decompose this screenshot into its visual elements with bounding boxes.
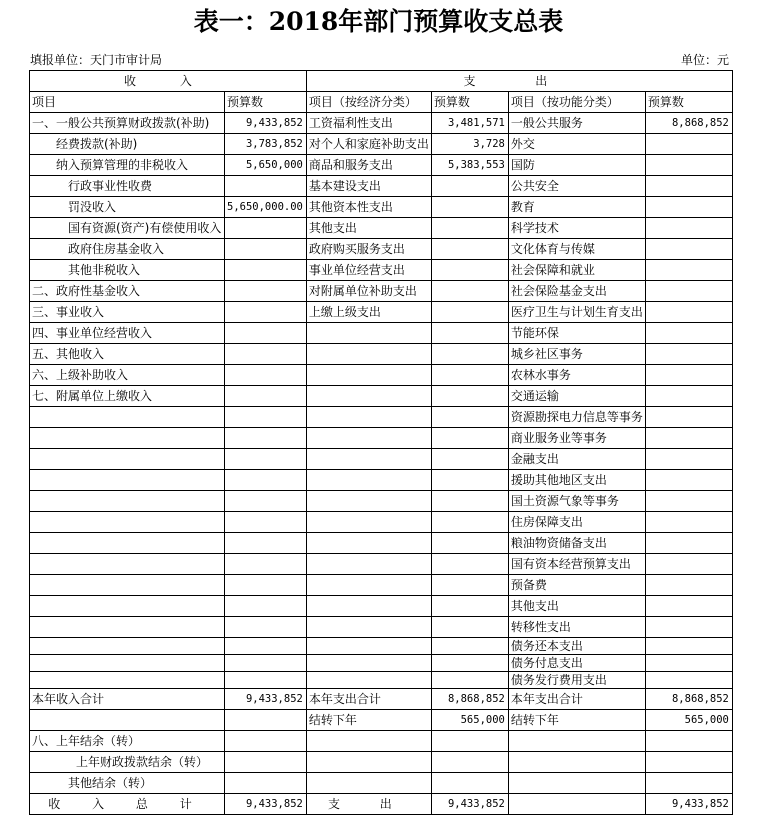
econ-value: [431, 281, 508, 302]
income-value: [225, 596, 307, 617]
func-value: [645, 491, 732, 512]
econ-value: [431, 554, 508, 575]
income-item: [30, 554, 225, 575]
econ-value: 3,481,571: [431, 113, 508, 134]
econ-value: [431, 302, 508, 323]
func-value: [645, 672, 732, 689]
func-item: 公共安全: [508, 176, 645, 197]
income-item: [30, 491, 225, 512]
table-row: [30, 197, 733, 218]
func-item: 教育: [508, 197, 645, 218]
econ-value: [431, 512, 508, 533]
income-item: [30, 617, 225, 638]
func-value: [645, 428, 732, 449]
func-item: 外交: [508, 134, 645, 155]
econ-item: 工资福利性支出: [306, 113, 431, 134]
table-row: [30, 655, 733, 672]
econ-value: [431, 239, 508, 260]
econ-item: 事业单位经营支出: [306, 260, 431, 281]
grand-income-label: 收 入 总 计: [30, 794, 225, 815]
econ-item: 基本建设支出: [306, 176, 431, 197]
econ-item: [306, 386, 431, 407]
econ-item: [306, 323, 431, 344]
econ-item: 政府购买服务支出: [306, 239, 431, 260]
econ-value: [431, 491, 508, 512]
income-value: 5,650,000: [225, 155, 307, 176]
income-value: [225, 672, 307, 689]
func-item: 社会保险基金支出: [508, 281, 645, 302]
income-value: [225, 365, 307, 386]
table-row: [30, 176, 733, 197]
col-item-econ: 项目（按经济分类）: [306, 92, 431, 113]
income-item: [30, 596, 225, 617]
econ-value: [431, 449, 508, 470]
econ-item: 上缴上级支出: [306, 302, 431, 323]
econ-value: [431, 575, 508, 596]
table-row: [30, 638, 733, 655]
econ-item: 商品和服务支出: [306, 155, 431, 176]
income-item: 四、事业单位经营收入: [30, 323, 225, 344]
table-row: [30, 575, 733, 596]
income-value: [225, 386, 307, 407]
econ-item: [306, 655, 431, 672]
income-value: [225, 218, 307, 239]
table-row: [30, 281, 733, 302]
func-value: [645, 512, 732, 533]
econ-value: [431, 197, 508, 218]
func-value: [645, 533, 732, 554]
table-row: [30, 134, 733, 155]
econ-value: [431, 533, 508, 554]
econ-item: [306, 344, 431, 365]
income-value: [225, 512, 307, 533]
econ-total-label: 本年支出合计: [306, 689, 431, 710]
table-row: [30, 491, 733, 512]
income-item: 六、上级补助收入: [30, 365, 225, 386]
table-row: [30, 672, 733, 689]
func-value: [645, 218, 732, 239]
econ-value: [431, 470, 508, 491]
income-item: 五、其他收入: [30, 344, 225, 365]
grand-func-value: 9,433,852: [645, 794, 732, 815]
func-value: [645, 344, 732, 365]
econ-value: [431, 617, 508, 638]
income-item: [30, 638, 225, 655]
col-item: 项目: [30, 92, 225, 113]
income-value: [225, 239, 307, 260]
func-item: 节能环保: [508, 323, 645, 344]
income-total-label: 本年收入合计: [30, 689, 225, 710]
econ-value: [431, 638, 508, 655]
func-value: [645, 575, 732, 596]
prev-balance-row: [30, 731, 733, 752]
econ-value: [431, 176, 508, 197]
income-value: 3,783,852: [225, 134, 307, 155]
table-row: [30, 407, 733, 428]
income-item: 国有资源(资产)有偿使用收入: [30, 218, 225, 239]
econ-item: [306, 672, 431, 689]
table-row: [30, 344, 733, 365]
func-carry-value: 565,000: [645, 710, 732, 731]
func-item: 农林水事务: [508, 365, 645, 386]
income-item: [30, 512, 225, 533]
econ-item: 对个人和家庭补助支出: [306, 134, 431, 155]
econ-carry-label: 结转下年: [306, 710, 431, 731]
budget-table: [29, 70, 733, 815]
income-value: [225, 470, 307, 491]
table-row: [30, 470, 733, 491]
func-item: 资源勘探电力信息等事务: [508, 407, 645, 428]
func-total-value: 8,868,852: [645, 689, 732, 710]
table-row: [30, 113, 733, 134]
income-value: [225, 449, 307, 470]
income-value: [225, 638, 307, 655]
econ-value: 5,383,553: [431, 155, 508, 176]
econ-item: [306, 428, 431, 449]
currency-unit: 单位：元: [680, 53, 729, 67]
income-item: 其他非税收入: [30, 260, 225, 281]
func-value: [645, 596, 732, 617]
col-budget-econ: 预算数: [431, 92, 508, 113]
func-item: 文化体育与传媒: [508, 239, 645, 260]
income-item: 政府住房基金收入: [30, 239, 225, 260]
income-item: [30, 533, 225, 554]
func-value: [645, 554, 732, 575]
prev-balance-label: 八、上年结余（转）: [30, 731, 225, 752]
func-item: 城乡社区事务: [508, 344, 645, 365]
income-item: 三、事业收入: [30, 302, 225, 323]
func-value: [645, 134, 732, 155]
table-row: [30, 365, 733, 386]
income-item: [30, 407, 225, 428]
table-row: [30, 218, 733, 239]
table-row: [30, 554, 733, 575]
table-row: [30, 239, 733, 260]
func-value: [645, 470, 732, 491]
func-item: 商业服务业等事务: [508, 428, 645, 449]
econ-value: 3,728: [431, 134, 508, 155]
func-item: 国土资源气象等事务: [508, 491, 645, 512]
econ-item: [306, 491, 431, 512]
prev-fin-label: 上年财政拨款结余（转）: [30, 752, 225, 773]
econ-item: [306, 449, 431, 470]
income-value: [225, 575, 307, 596]
econ-item: [306, 617, 431, 638]
econ-carry-value: 565,000: [431, 710, 508, 731]
econ-value: [431, 323, 508, 344]
econ-item: [306, 554, 431, 575]
income-value: [225, 655, 307, 672]
econ-value: [431, 218, 508, 239]
econ-value: [431, 655, 508, 672]
func-value: [645, 323, 732, 344]
income-item: [30, 470, 225, 491]
prev-other-label: 其他结余（转）: [30, 773, 225, 794]
income-item: 行政事业性收费: [30, 176, 225, 197]
grand-income-value: 9,433,852: [225, 794, 307, 815]
econ-total-value: 8,868,852: [431, 689, 508, 710]
table-row: [30, 302, 733, 323]
func-item: 其他支出: [508, 596, 645, 617]
econ-value: [431, 596, 508, 617]
table-row: [30, 155, 733, 176]
econ-value: [431, 260, 508, 281]
func-item: 粮油物资储备支出: [508, 533, 645, 554]
table-row: [30, 617, 733, 638]
econ-item: 对附属单位补助支出: [306, 281, 431, 302]
grand-expense-label: 支 出: [306, 794, 431, 815]
econ-item: 其他支出: [306, 218, 431, 239]
income-item: 二、政府性基金收入: [30, 281, 225, 302]
func-value: 8,868,852: [645, 113, 732, 134]
income-value: [225, 617, 307, 638]
func-value: [645, 281, 732, 302]
col-item-func: 项目（按功能分类）: [508, 92, 645, 113]
income-total-value: 9,433,852: [225, 689, 307, 710]
table-row: [30, 533, 733, 554]
income-value: [225, 323, 307, 344]
income-value: [225, 533, 307, 554]
func-item: 医疗卫生与计划生育支出: [508, 302, 645, 323]
grand-total-row: [30, 794, 733, 815]
func-value: [645, 239, 732, 260]
income-item: 纳入预算管理的非税收入: [30, 155, 225, 176]
econ-item: [306, 512, 431, 533]
income-value: [225, 344, 307, 365]
econ-item: [306, 638, 431, 655]
func-value: [645, 302, 732, 323]
func-item: 援助其他地区支出: [508, 470, 645, 491]
income-item: 罚没收入: [30, 197, 225, 218]
col-budget-func: 预算数: [645, 92, 732, 113]
prev-other-row: [30, 773, 733, 794]
func-value: [645, 155, 732, 176]
table-row: [30, 386, 733, 407]
func-item: 金融支出: [508, 449, 645, 470]
table-row: [30, 512, 733, 533]
income-value: [225, 176, 307, 197]
income-value: [225, 302, 307, 323]
func-item: 交通运输: [508, 386, 645, 407]
income-item: [30, 672, 225, 689]
page-title: 表一：2018年部门预算收支总表: [193, 7, 564, 36]
income-value: [225, 491, 307, 512]
func-value: [645, 197, 732, 218]
table-row: [30, 596, 733, 617]
income-value: 5,650,000.00: [225, 197, 307, 218]
income-item: [30, 449, 225, 470]
income-value: [225, 260, 307, 281]
func-item: 一般公共服务: [508, 113, 645, 134]
func-item: 社会保障和就业: [508, 260, 645, 281]
income-value: [225, 428, 307, 449]
econ-item: [306, 575, 431, 596]
econ-value: [431, 365, 508, 386]
func-item: 住房保障支出: [508, 512, 645, 533]
income-item: 七、附属单位上缴收入: [30, 386, 225, 407]
econ-item: [306, 407, 431, 428]
table-row: [30, 449, 733, 470]
func-value: [645, 176, 732, 197]
func-item: 预备费: [508, 575, 645, 596]
income-value: [225, 554, 307, 575]
func-item: 科学技术: [508, 218, 645, 239]
func-value: [645, 386, 732, 407]
func-item: 转移性支出: [508, 617, 645, 638]
income-item: 经费拨款(补助): [30, 134, 225, 155]
col-budget: 预算数: [225, 92, 307, 113]
func-item: 债务发行费用支出: [508, 672, 645, 689]
econ-item: [306, 533, 431, 554]
func-item: 债务付息支出: [508, 655, 645, 672]
func-item: 债务还本支出: [508, 638, 645, 655]
econ-value: [431, 344, 508, 365]
income-item: [30, 655, 225, 672]
func-item: 国有资本经营预算支出: [508, 554, 645, 575]
func-carry-label: 结转下年: [508, 710, 645, 731]
prev-fin-row: [30, 752, 733, 773]
table-row: [30, 428, 733, 449]
grand-econ-value: 9,433,852: [431, 794, 508, 815]
total-row: [30, 689, 733, 710]
income-value: 9,433,852: [225, 113, 307, 134]
expense-header: 支 出: [306, 71, 732, 92]
func-value: [645, 365, 732, 386]
func-total-label: 本年支出合计: [508, 689, 645, 710]
table-row: [30, 323, 733, 344]
income-value: [225, 407, 307, 428]
func-value: [645, 449, 732, 470]
func-value: [645, 655, 732, 672]
reporting-unit: 填报单位：天门市审计局: [30, 53, 163, 67]
func-value: [645, 407, 732, 428]
econ-value: [431, 386, 508, 407]
income-item: [30, 428, 225, 449]
income-header: 收 入: [30, 71, 307, 92]
econ-item: 其他资本性支出: [306, 197, 431, 218]
income-value: [225, 281, 307, 302]
econ-item: [306, 365, 431, 386]
func-item: 国防: [508, 155, 645, 176]
econ-item: [306, 470, 431, 491]
econ-item: [306, 596, 431, 617]
income-item: [30, 575, 225, 596]
econ-value: [431, 407, 508, 428]
carry-row: [30, 710, 733, 731]
func-value: [645, 638, 732, 655]
func-value: [645, 260, 732, 281]
func-value: [645, 617, 732, 638]
table-row: [30, 260, 733, 281]
econ-value: [431, 672, 508, 689]
econ-value: [431, 428, 508, 449]
income-item: 一、一般公共预算财政拨款(补助): [30, 113, 225, 134]
